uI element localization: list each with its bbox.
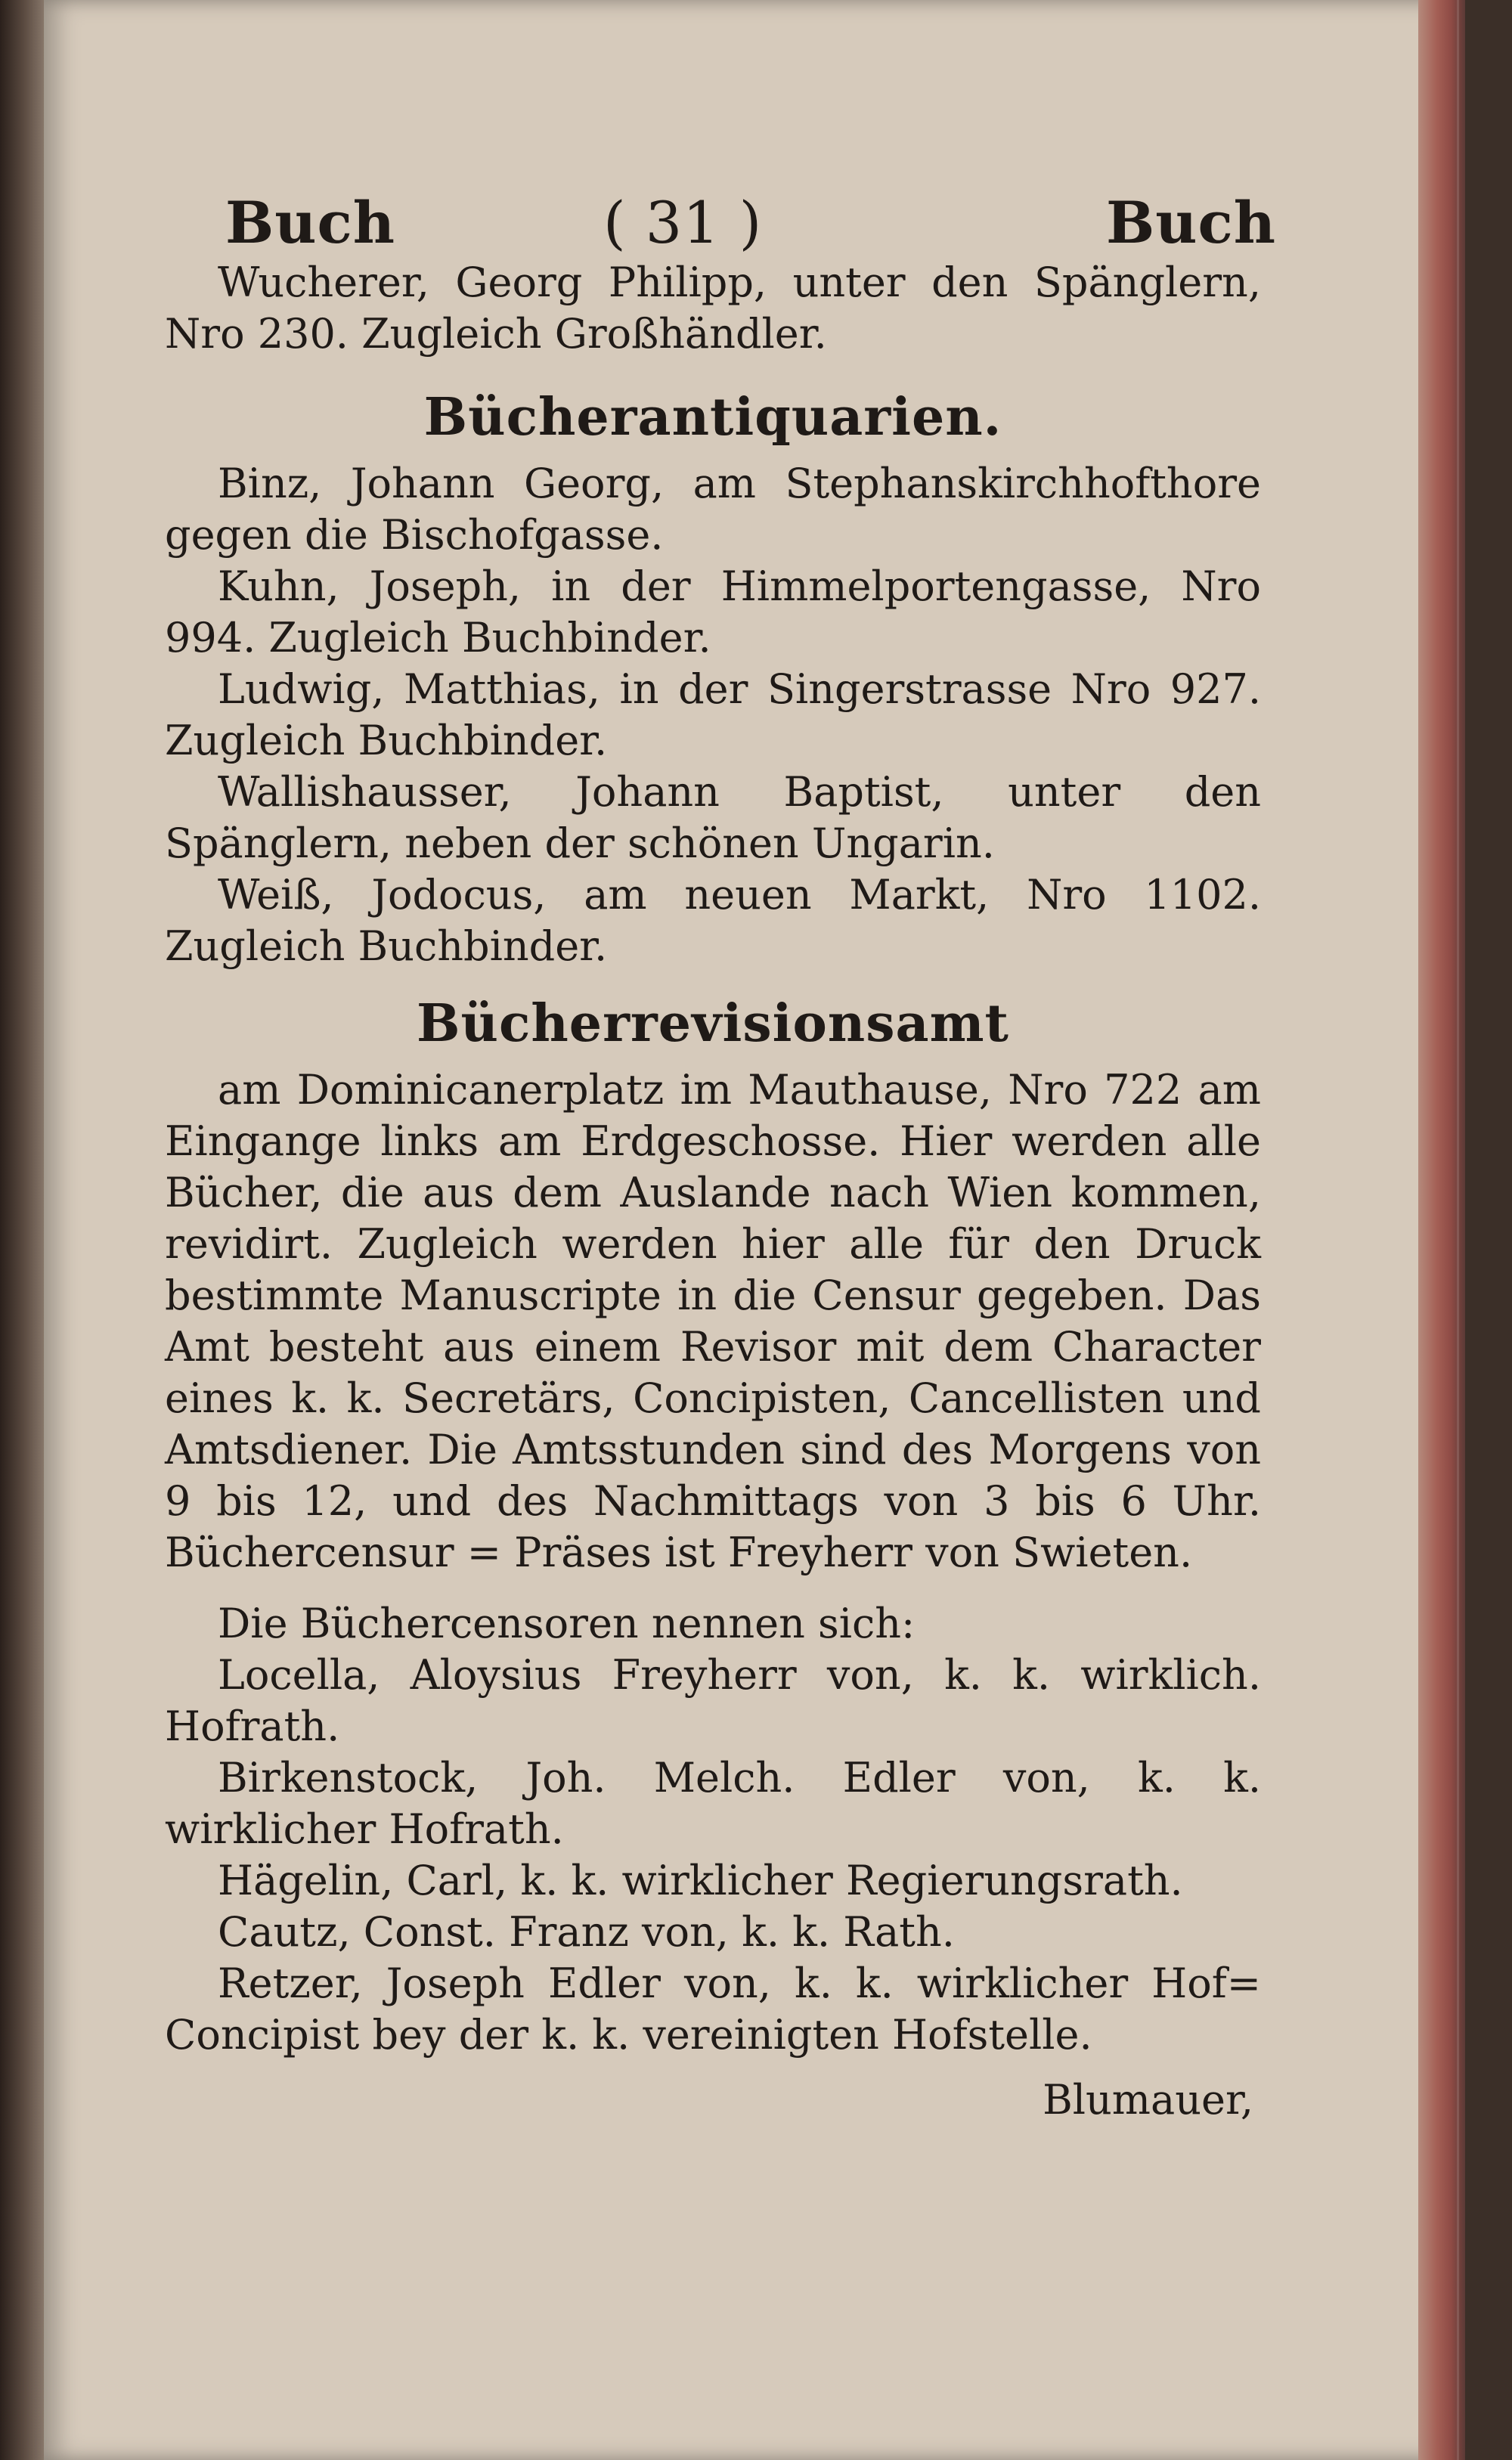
- page-number: ( 31 ): [603, 189, 763, 256]
- entry: Kuhn, Joseph, in der Himmelportengasse, Nro 994. Zugleich Buchbinder.: [165, 562, 1261, 661]
- censor-entry: Retzer, Joseph Edler von, k. k. wirklicher Hof= Concipist bey der k. k. vereinigten Hofstelle.: [165, 1960, 1261, 2059]
- book-page: [44, 0, 1465, 2460]
- page-edge: [1418, 0, 1465, 2460]
- entry: Ludwig, Matthias, in der Singerstrasse Nro 927. Zugleich Buchbinder.: [165, 665, 1261, 764]
- running-header: [165, 174, 1276, 257]
- entry-wucherer: Wucherer, Georg Philipp, unter den Spänglern, Nro 230. Zugleich Großhändler.: [165, 259, 1261, 358]
- censor-entry: Cautz, Const. Franz von, k. k. Rath.: [218, 1908, 955, 1956]
- entry: Weiß, Jodocus, am neuen Markt, Nro 1102. Zugleich Buchbinder.: [165, 871, 1261, 970]
- revisionsamt-description: am Dominicanerplatz im Mauthause, Nro 722 am Eingange links am Erdgeschosse. Hier werden alle Bücher, die aus dem Auslande nach Wien kommen, revidirt. Zugleich werden hier alle für den Druck bestimmte Manuscripte in die Censur gegeben. Das Amt besteht aus einem Revisor mit dem Character eines k. k. Secretärs, Concipisten, Cancellisten und Amtsdiener. Die Amtsstunden sind des Morgens von 9 bis 12, und des Nachmittags von 3 bis 6 Uhr. Büchercensur = Präses ist Freyherr von Swieten.: [165, 1066, 1261, 1576]
- censor-entry: Locella, Aloysius Freyherr von, k. k. wirklich. Hofrath.: [165, 1651, 1261, 1750]
- spacer: [165, 1579, 1261, 1598]
- section-title-antiquarien: Bücherantiquarien.: [423, 387, 1002, 448]
- entry: Binz, Johann Georg, am Stephanskirchhofthore gegen die Bischofgasse.: [165, 460, 1261, 559]
- catchword: Blumauer,: [1043, 2076, 1253, 2124]
- header-left: Buch: [225, 189, 396, 256]
- censors-intro: Die Büchercensoren nennen sich:: [218, 1600, 916, 1647]
- page-content: [165, 174, 1276, 2126]
- section-title-revisionsamt: Bücherrevisionsamt: [417, 993, 1009, 1054]
- censor-entry: Hägelin, Carl, k. k. wirklicher Regierungsrath.: [218, 1857, 1183, 1904]
- entry: Wallishausser, Johann Baptist, unter den Spänglern, neben der schönen Ungarin.: [165, 768, 1261, 867]
- censor-entry: Birkenstock, Joh. Melch. Edler von, k. k. wirklicher Hofrath.: [165, 1754, 1261, 1853]
- header-right: Buch: [1105, 189, 1276, 256]
